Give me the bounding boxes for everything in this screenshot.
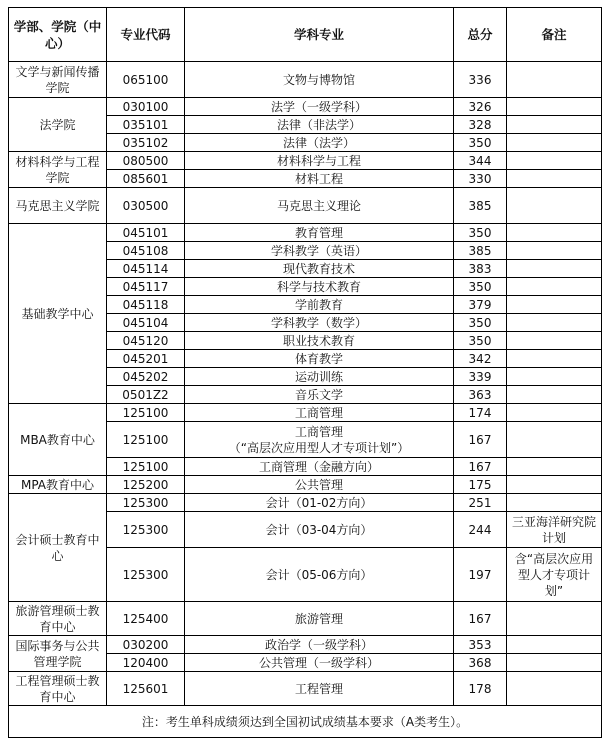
score-cell: 244 bbox=[454, 512, 507, 548]
remark-cell bbox=[507, 654, 602, 672]
dept-cell: 材料科学与工程学院 bbox=[9, 152, 107, 188]
major-cell: 现代教育技术 bbox=[185, 260, 454, 278]
table-row bbox=[9, 152, 602, 170]
footnote-row bbox=[9, 706, 602, 738]
table-row bbox=[9, 404, 602, 422]
code-cell: 125200 bbox=[107, 476, 185, 494]
major-cell: 文物与博物馆 bbox=[185, 62, 454, 98]
code-cell: 065100 bbox=[107, 62, 185, 98]
score-cell: 350 bbox=[454, 224, 507, 242]
score-cell: 251 bbox=[454, 494, 507, 512]
footnote: 注：考生单科成绩须达到全国初试成绩基本要求（A类考生）。 bbox=[9, 706, 602, 738]
code-cell: 125300 bbox=[107, 494, 185, 512]
major-cell bbox=[185, 422, 454, 458]
remark-cell bbox=[507, 476, 602, 494]
code-cell: 125100 bbox=[107, 422, 185, 458]
code-cell: 045101 bbox=[107, 224, 185, 242]
major-cell: 科学与技术教育 bbox=[185, 278, 454, 296]
header-score: 总分 bbox=[454, 8, 507, 62]
remark-cell bbox=[507, 134, 602, 152]
major-cell: 政治学（一级学科） bbox=[185, 636, 454, 654]
table-row bbox=[9, 188, 602, 224]
major-cell: 教育管理 bbox=[185, 224, 454, 242]
score-cell: 330 bbox=[454, 170, 507, 188]
code-cell: 030100 bbox=[107, 98, 185, 116]
table-row bbox=[9, 672, 602, 706]
score-cell: 342 bbox=[454, 350, 507, 368]
code-cell: 045120 bbox=[107, 332, 185, 350]
code-cell: 045108 bbox=[107, 242, 185, 260]
major-cell: 运动训练 bbox=[185, 368, 454, 386]
table-row bbox=[9, 224, 602, 242]
table-row bbox=[9, 494, 602, 512]
code-cell: 035101 bbox=[107, 116, 185, 134]
score-cell: 344 bbox=[454, 152, 507, 170]
code-cell: 125100 bbox=[107, 458, 185, 476]
remark-cell bbox=[507, 152, 602, 170]
remark-cell bbox=[507, 296, 602, 314]
code-cell: 030200 bbox=[107, 636, 185, 654]
score-table-container bbox=[8, 7, 602, 738]
remark-cell bbox=[507, 602, 602, 636]
score-cell: 175 bbox=[454, 476, 507, 494]
code-cell: 030500 bbox=[107, 188, 185, 224]
major-cell: 学科教学（数学） bbox=[185, 314, 454, 332]
table-row bbox=[9, 602, 602, 636]
remark-cell bbox=[507, 170, 602, 188]
major-cell: 工商管理 bbox=[185, 404, 454, 422]
major-cell: 公共管理（一级学科） bbox=[185, 654, 454, 672]
major-cell: 法律（法学） bbox=[185, 134, 454, 152]
score-cell: 379 bbox=[454, 296, 507, 314]
major-cell: 工商管理（金融方向） bbox=[185, 458, 454, 476]
remark-cell: 含“高层次应用型人才专项计划” bbox=[507, 548, 602, 602]
remark-cell bbox=[507, 188, 602, 224]
score-cell: 368 bbox=[454, 654, 507, 672]
header-dept: 学部、学院（中心） bbox=[9, 8, 107, 62]
table-row bbox=[9, 62, 602, 98]
dept-cell: 旅游管理硕士教育中心 bbox=[9, 602, 107, 636]
header-remark: 备注 bbox=[507, 8, 602, 62]
dept-cell: 基础教学中心 bbox=[9, 224, 107, 404]
table-row bbox=[9, 636, 602, 654]
dept-cell: 文学与新闻传播学院 bbox=[9, 62, 107, 98]
remark-cell bbox=[507, 404, 602, 422]
remark-cell bbox=[507, 260, 602, 278]
score-cell: 385 bbox=[454, 188, 507, 224]
code-cell: 045117 bbox=[107, 278, 185, 296]
score-cell: 167 bbox=[454, 458, 507, 476]
score-cell: 350 bbox=[454, 134, 507, 152]
score-cell: 383 bbox=[454, 260, 507, 278]
score-cell: 353 bbox=[454, 636, 507, 654]
code-cell: 045104 bbox=[107, 314, 185, 332]
remark-cell bbox=[507, 636, 602, 654]
major-cell: 材料工程 bbox=[185, 170, 454, 188]
remark-cell bbox=[507, 278, 602, 296]
score-cell: 385 bbox=[454, 242, 507, 260]
score-cell: 174 bbox=[454, 404, 507, 422]
score-cell: 350 bbox=[454, 278, 507, 296]
remark-cell bbox=[507, 62, 602, 98]
remark-cell bbox=[507, 98, 602, 116]
score-cell: 363 bbox=[454, 386, 507, 404]
major-cell: 材料科学与工程 bbox=[185, 152, 454, 170]
major-cell: 体育教学 bbox=[185, 350, 454, 368]
score-cell: 326 bbox=[454, 98, 507, 116]
remark-cell bbox=[507, 386, 602, 404]
score-cell: 350 bbox=[454, 332, 507, 350]
score-cell: 167 bbox=[454, 422, 507, 458]
code-cell: 045118 bbox=[107, 296, 185, 314]
major-cell: 职业技术教育 bbox=[185, 332, 454, 350]
remark-cell bbox=[507, 458, 602, 476]
score-cell: 178 bbox=[454, 672, 507, 706]
score-cell: 167 bbox=[454, 602, 507, 636]
major-cell: 音乐文学 bbox=[185, 386, 454, 404]
code-cell: 045201 bbox=[107, 350, 185, 368]
major-cell: 法学（一级学科） bbox=[185, 98, 454, 116]
remark-cell bbox=[507, 494, 602, 512]
score-cell: 350 bbox=[454, 314, 507, 332]
score-cell: 328 bbox=[454, 116, 507, 134]
dept-cell: MPA教育中心 bbox=[9, 476, 107, 494]
score-cell: 339 bbox=[454, 368, 507, 386]
table-row bbox=[9, 476, 602, 494]
table-row bbox=[9, 98, 602, 116]
dept-cell: 国际事务与公共管理学院 bbox=[9, 636, 107, 672]
code-cell: 120400 bbox=[107, 654, 185, 672]
code-cell: 080500 bbox=[107, 152, 185, 170]
major-cell: 工程管理 bbox=[185, 672, 454, 706]
code-cell: 125300 bbox=[107, 512, 185, 548]
score-cell: 336 bbox=[454, 62, 507, 98]
remark-cell bbox=[507, 332, 602, 350]
major-cell: 会计（03-04方向） bbox=[185, 512, 454, 548]
major-cell: 会计（01-02方向） bbox=[185, 494, 454, 512]
header-row bbox=[9, 8, 602, 62]
remark-cell bbox=[507, 314, 602, 332]
header-code: 专业代码 bbox=[107, 8, 185, 62]
code-cell: 125400 bbox=[107, 602, 185, 636]
remark-cell bbox=[507, 116, 602, 134]
code-cell: 125300 bbox=[107, 548, 185, 602]
remark-cell bbox=[507, 242, 602, 260]
major-cell: 旅游管理 bbox=[185, 602, 454, 636]
code-cell: 035102 bbox=[107, 134, 185, 152]
score-cell: 197 bbox=[454, 548, 507, 602]
code-cell: 085601 bbox=[107, 170, 185, 188]
remark-cell bbox=[507, 350, 602, 368]
code-cell: 125601 bbox=[107, 672, 185, 706]
major-cell: 学前教育 bbox=[185, 296, 454, 314]
remark-cell bbox=[507, 368, 602, 386]
dept-cell: 工程管理硕士教育中心 bbox=[9, 672, 107, 706]
remark-cell bbox=[507, 672, 602, 706]
major-cell: 公共管理 bbox=[185, 476, 454, 494]
remark-cell bbox=[507, 224, 602, 242]
major-text: 工商管理 bbox=[294, 424, 343, 439]
major-cell: 法律（非法学） bbox=[185, 116, 454, 134]
dept-cell: 马克思主义学院 bbox=[9, 188, 107, 224]
code-cell: 125100 bbox=[107, 404, 185, 422]
code-cell: 045202 bbox=[107, 368, 185, 386]
dept-cell: 法学院 bbox=[9, 98, 107, 152]
code-cell: 045114 bbox=[107, 260, 185, 278]
code-cell: 0501Z2 bbox=[107, 386, 185, 404]
admission-score-table bbox=[8, 7, 602, 738]
dept-cell: 会计硕士教育中心 bbox=[9, 494, 107, 602]
remark-cell: 三亚海洋研究院计划 bbox=[507, 512, 602, 548]
major-cell: 学科教学（英语） bbox=[185, 242, 454, 260]
major-cell: 会计（05-06方向） bbox=[185, 548, 454, 602]
dept-cell: MBA教育中心 bbox=[9, 404, 107, 476]
remark-cell bbox=[507, 422, 602, 458]
major-cell: 马克思主义理论 bbox=[185, 188, 454, 224]
header-major: 学科专业 bbox=[185, 8, 454, 62]
major-subtext: （“高层次应用型人才专项计划”） bbox=[228, 440, 410, 455]
